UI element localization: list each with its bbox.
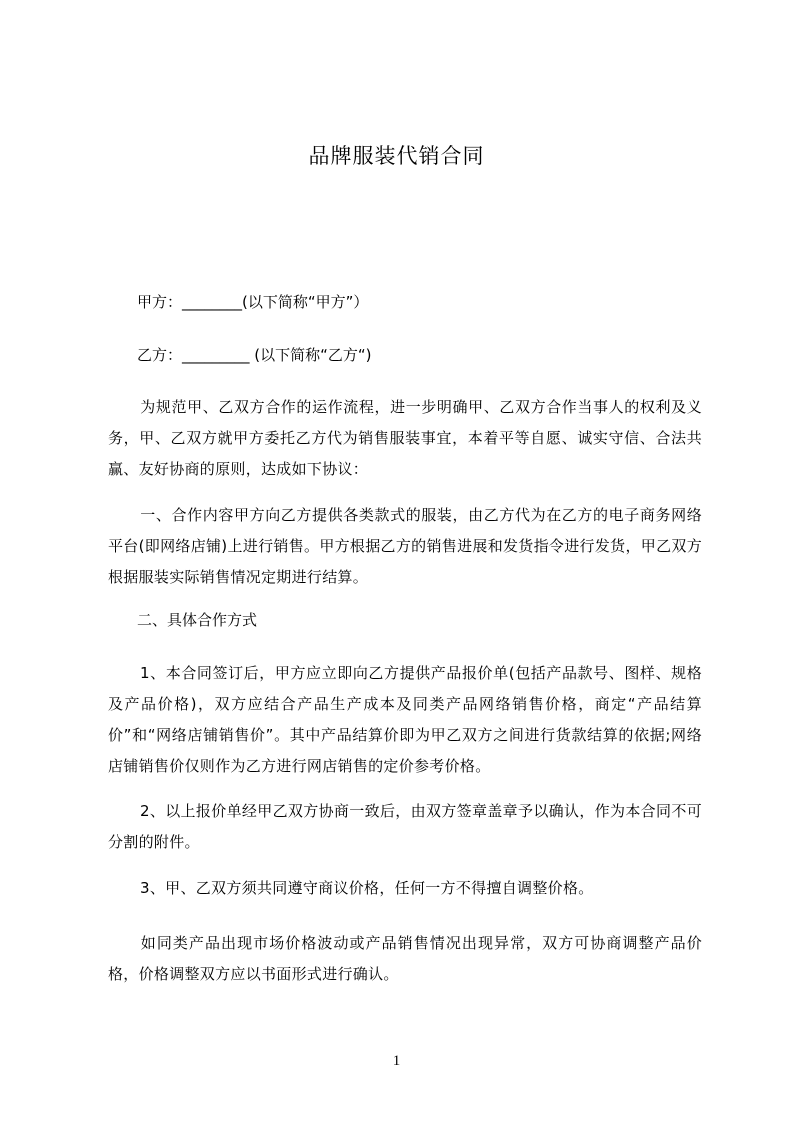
item-2-paragraph [108, 796, 702, 858]
item-2-text: 2、以上报价单经甲乙双方协商一致后，由双方签章盖章予以确认，作为本合同不可分割的附件。 [108, 802, 702, 851]
price-note-text: 如同类产品出现市场价格波动或产品销售情况出现异常，双方可协商调整产品价格，价格调整双方应以书面形式进行确认。 [108, 934, 702, 983]
document-title: 品牌服装代销合同 [308, 144, 485, 168]
party-a-line: 甲方：________(以下简称“甲方”） [137, 293, 369, 311]
price-note-paragraph [108, 928, 702, 990]
item-3-text: 3、甲、乙双方须共同遵守商议价格，任何一方不得擅自调整价格。 [140, 879, 594, 897]
party-b-line: 乙方：_________ (以下简称“乙方“) [137, 346, 372, 364]
item-3-paragraph [108, 873, 702, 904]
page-number: 1 [392, 1053, 401, 1069]
clause-1-text: 一、合作内容甲方向乙方提供各类款式的服装，由乙方代为在乙方的电子商务网络平台(即网络店铺)上进行销售。甲方根据乙方的销售进展和发货指令进行发货，甲乙双方根据服装实际销售情况定期进行结算。 [108, 506, 702, 586]
item-1-text: 1、本合同签订后，甲方应立即向乙方提供产品报价单(包括产品款号、图样、规格及产品价格)，双方应结合产品生产成本及同类产品网络销售价格，商定“产品结算价”和“网络店铺销售价”。其中产品结算价即为甲乙双方之间进行货款结算的依据;网络店铺销售价仅则作为乙方进行网店销售的定价参考价格。 [108, 664, 702, 775]
clause-2-heading: 二、具体合作方式 [137, 611, 258, 629]
intro-paragraph [108, 392, 702, 485]
clause-1-paragraph [108, 500, 702, 593]
item-1-paragraph [108, 658, 702, 782]
intro-text: 为规范甲、乙双方合作的运作流程，进一步明确甲、乙双方合作当事人的权利及义务，甲、乙双方就甲方委托乙方代为销售服装事宜，本着平等自愿、诚实守信、合法共赢、友好协商的原则，达成如下协议： [108, 398, 702, 478]
